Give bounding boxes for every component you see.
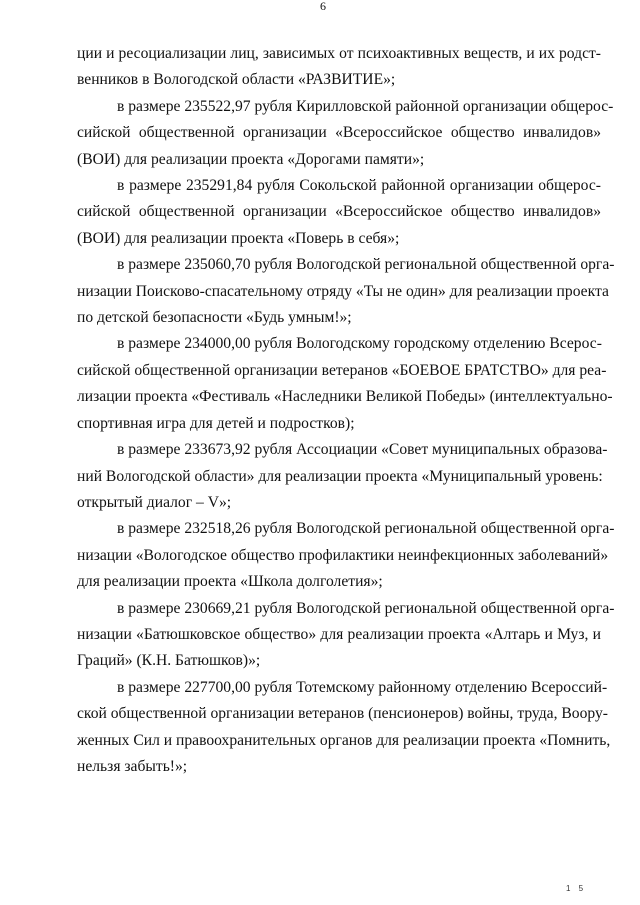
paragraph: [77, 596, 615, 675]
paragraph-line: женных Сил и правоохранительных органов для реализации проекта «Помнить,: [77, 731, 611, 749]
paragraph-line: спортивная игра для детей и подростков);: [77, 414, 355, 432]
paragraph-line: низации «Вологодское общество профилактики неинфекционных заболеваний»: [77, 546, 609, 564]
paragraph-line: в размере 232518,26 рубля Вологодской региональной общественной орга-: [117, 520, 615, 538]
paragraph-line: в размере 235291,84 рубля Сокольской районной организации общерос-: [117, 177, 601, 195]
paragraph: [77, 675, 611, 781]
paragraph: [77, 252, 615, 331]
paragraph-line: венников в Вологодской области «РАЗВИТИЕ»;: [77, 71, 396, 89]
paragraph-line: сийской общественной организации «Всероссийское общество инвалидов»: [77, 124, 601, 142]
footer-mark: 1 5: [566, 884, 587, 893]
paragraph: [77, 437, 608, 516]
paragraph-line: в размере 235522,97 рубля Кирилловской районной организации общерос-: [117, 97, 614, 115]
paragraph-line: сийской общественной организации ветеранов «БОЕВОЕ БРАТСТВО» для реа-: [77, 361, 607, 379]
paragraph-line: в размере 234000,00 рубля Вологодскому городскому отделению Всерос-: [117, 335, 602, 353]
paragraph-line: для реализации проекта «Школа долголетия»;: [77, 573, 383, 591]
page-number: 6: [320, 0, 326, 13]
paragraph-line: в размере 235060,70 рубля Вологодской региональной общественной орга-: [117, 256, 615, 274]
paragraph-line: открытый диалог – V»;: [77, 493, 232, 511]
paragraph-line: ской общественной организации ветеранов (пенсионеров) войны, труда, Воору-: [77, 705, 608, 723]
paragraph-line: ции и ресоциализации лиц, зависимых от психоактивных веществ, и их родст-: [77, 45, 601, 62]
paragraph: [77, 173, 601, 252]
paragraph: [77, 41, 601, 94]
paragraph-line: низации Поисково-спасательному отряду «Ты не один» для реализации проекта: [77, 282, 609, 300]
paragraph-line: в размере 230669,21 рубля Вологодской региональной общественной орга-: [117, 599, 615, 617]
paragraph: [77, 94, 614, 173]
paragraph: [77, 331, 613, 437]
paragraph-line: в размере 227700,00 рубля Тотемскому районному отделению Всероссий-: [117, 678, 608, 696]
paragraph-line: (ВОИ) для реализации проекта «Поверь в себя»;: [77, 229, 400, 247]
paragraph-line: по детской безопасности «Будь умным!»;: [77, 309, 352, 327]
paragraph-line: лизации проекта «Фестиваль «Наследники Великой Победы» (интеллектуально-: [77, 388, 613, 406]
paragraph: [77, 516, 615, 595]
document-body: [77, 41, 615, 780]
paragraph-line: сийской общественной организации «Всероссийское общество инвалидов»: [77, 203, 601, 221]
paragraph-line: ний Вологодской области» для реализации проекта «Муниципальный уровень:: [77, 467, 603, 485]
paragraph-line: Граций» (К.Н. Батюшков)»;: [77, 652, 261, 670]
paragraph-line: в размере 233673,92 рубля Ассоциации «Совет муниципальных образова-: [117, 441, 608, 459]
paragraph-line: нельзя забыть!»;: [77, 757, 188, 775]
paragraph-line: низации «Батюшковское общество» для реализации проекта «Алтарь и Муз, и: [77, 625, 601, 643]
paragraph-line: (ВОИ) для реализации проекта «Дорогами памяти»;: [77, 150, 425, 168]
